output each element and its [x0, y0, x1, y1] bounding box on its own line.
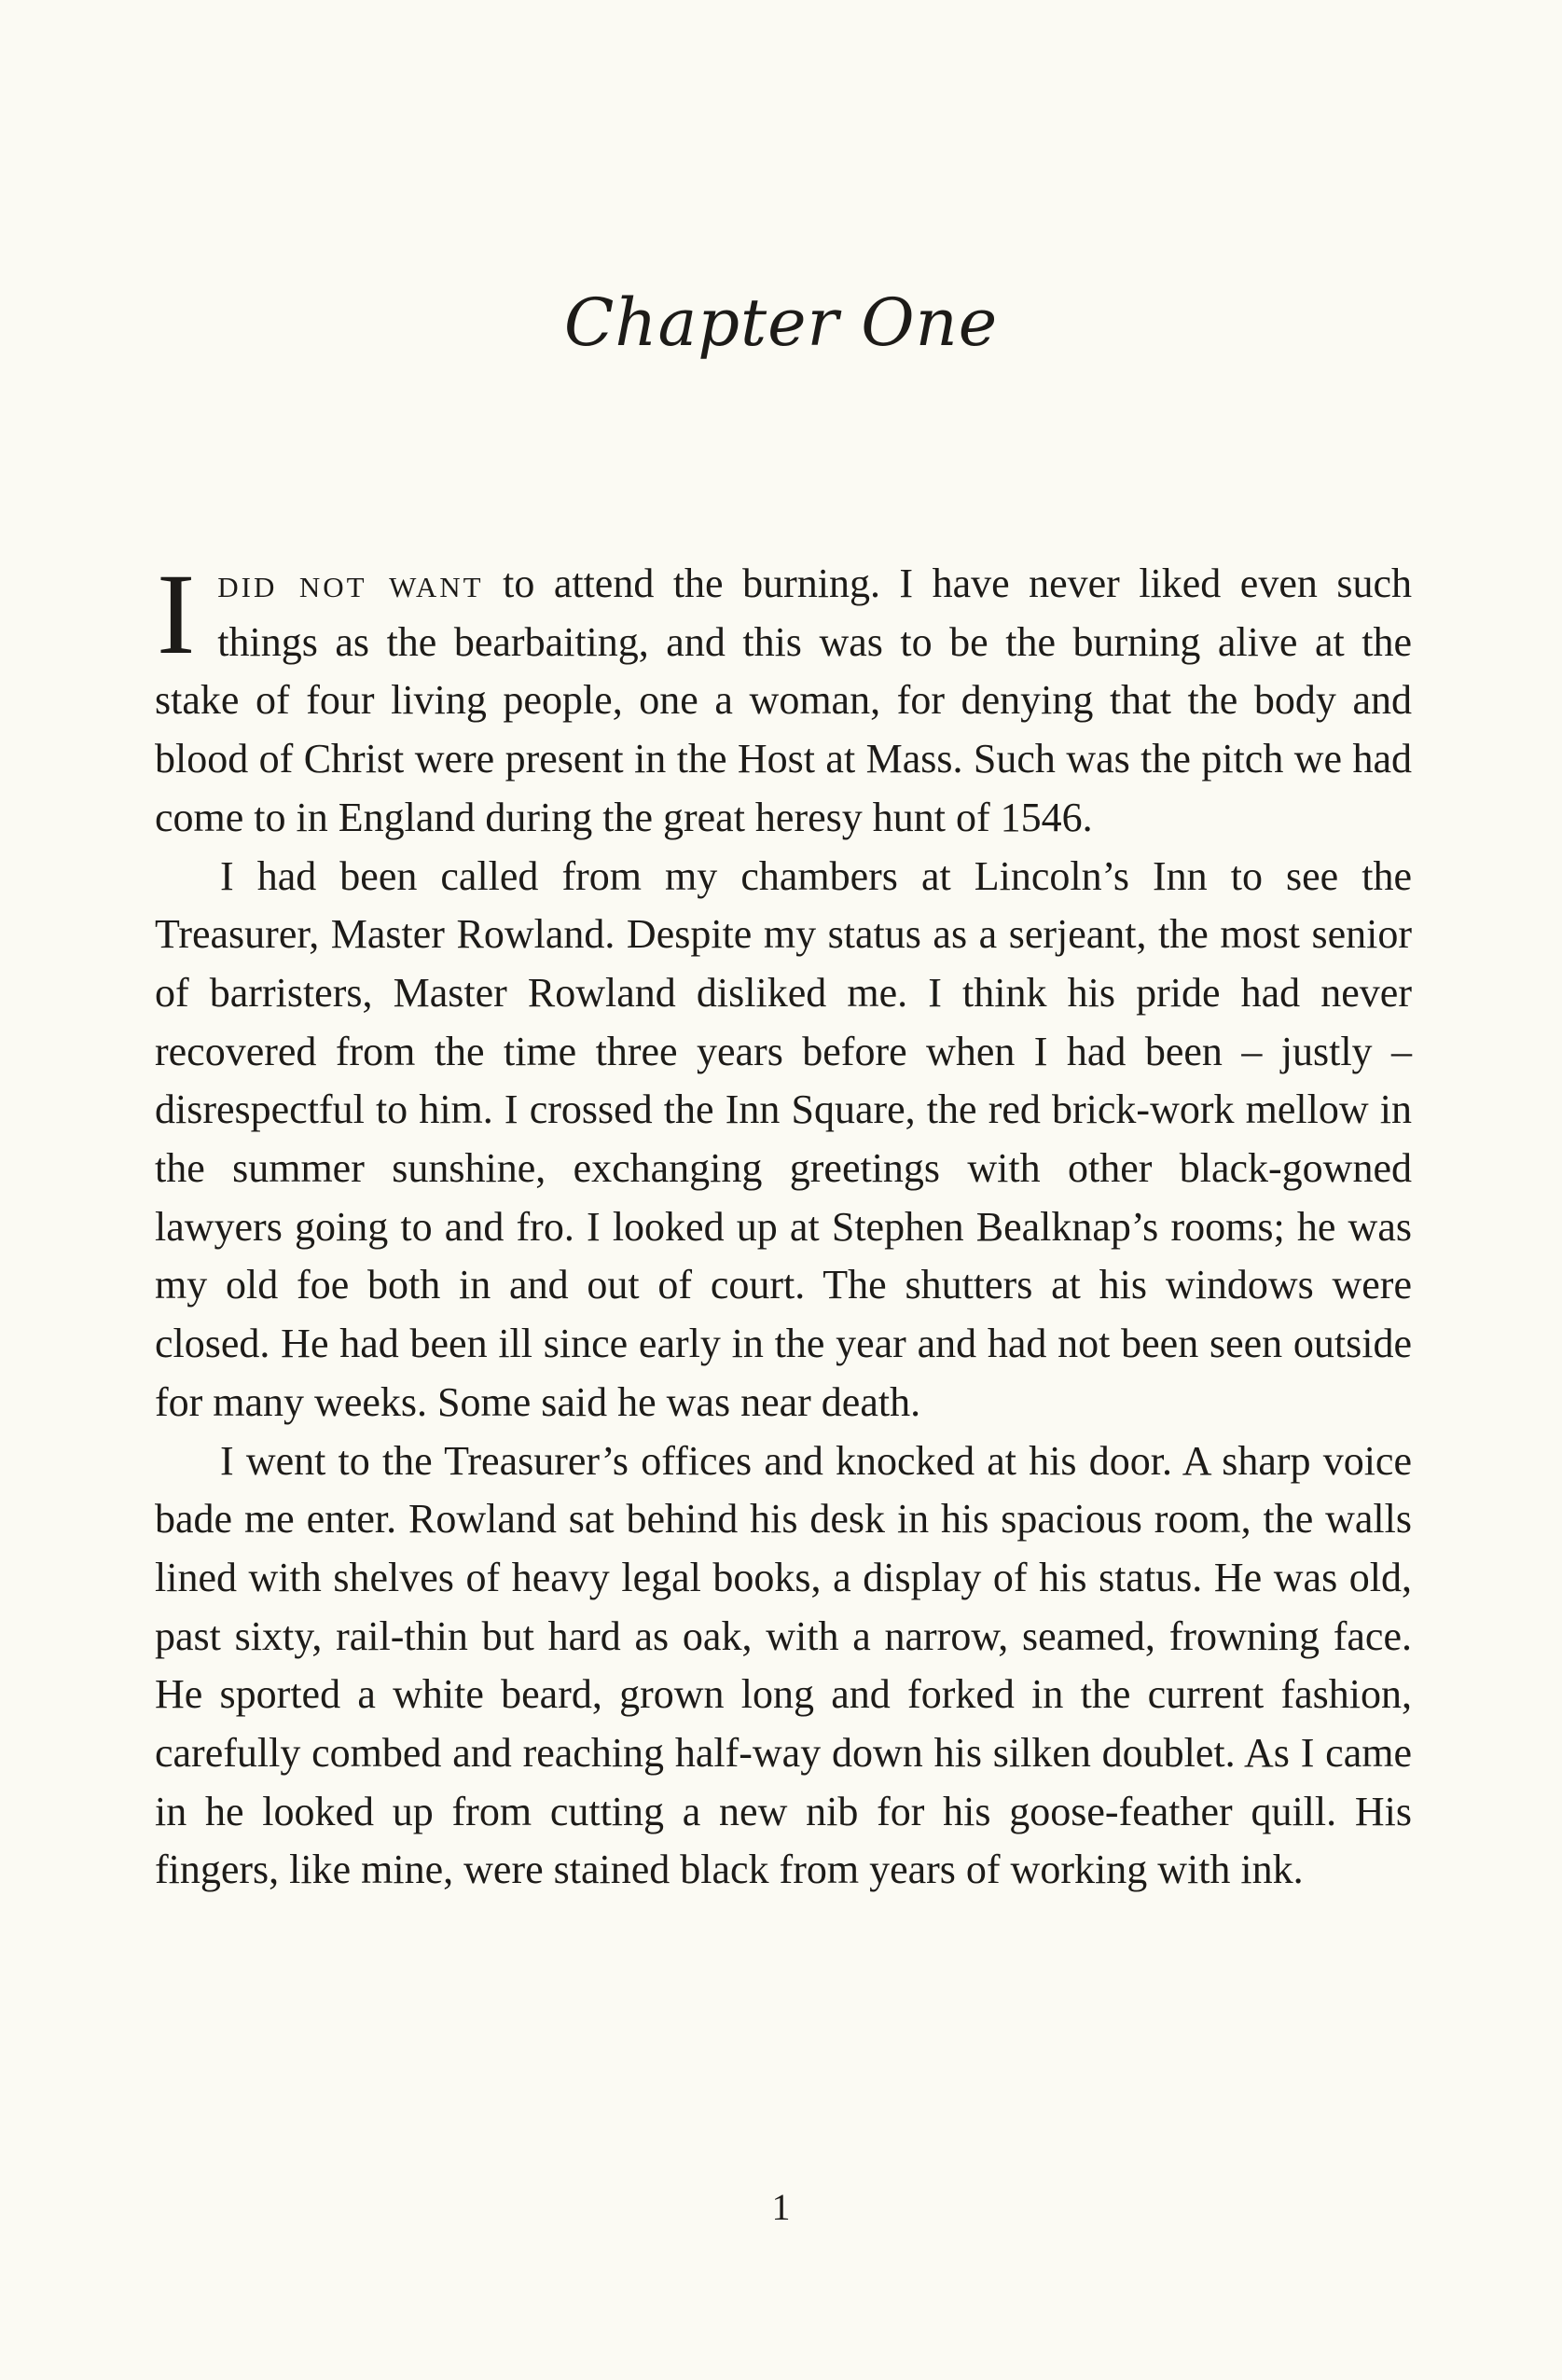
paragraph-2: I had been called from my chambers at Lincoln’s Inn to see the Treasurer, Master Rowland. Despite my status as a serjeant, the most senior of barristers, Master Rowland disliked me. I think his pride had never recovered from the time three years before when I had been – justly – disrespectful to him. I crossed the Inn Square, the red brick-work mellow in the summer sunshine, exchanging greetings with other black-gowned lawyers going to and fro. I looked up at Stephen Bealknap’s rooms; he was my old foe both in and out of court. The shutters at his windows were closed. He had been ill since early in the year and had not been seen outside for many weeks. Some said he was near death.	[155, 852, 1412, 1425]
chapter-title: Chapter One	[563, 284, 999, 361]
body-text	[155, 550, 1412, 1900]
page-number: 1	[771, 2186, 791, 2228]
opening-small-caps: did not want	[217, 560, 484, 606]
paragraph-1-text: to attend the burning. I have never liked even such things as the bearbaiting, and this was to be the burning alive at the stake of four living people, one a woman, for denying that the body and blood of Christ were present in the Host at Mass. Such was the pitch we had come to in England during the great heresy hunt of 1546.	[155, 560, 1412, 840]
paragraph-1	[155, 550, 1412, 848]
drop-cap: I	[157, 550, 196, 678]
paragraph-3: I went to the Treasurer’s offices and knocked at his door. A sharp voice bade me enter. Rowland sat behind his desk in his spacious room, the walls lined with shelves of heavy legal books, a display of his status. He was old, past sixty, rail-thin but hard as oak, with a narrow, seamed, frowning face. He sported a white beard, grown long and forked in the current fashion, carefully combed and reaching half-way down his silken doublet. As I came in he looked up from cutting a new nib for his goose-feather quill. His fingers, like mine, were stained black from years of working with ink.	[155, 1437, 1412, 1893]
